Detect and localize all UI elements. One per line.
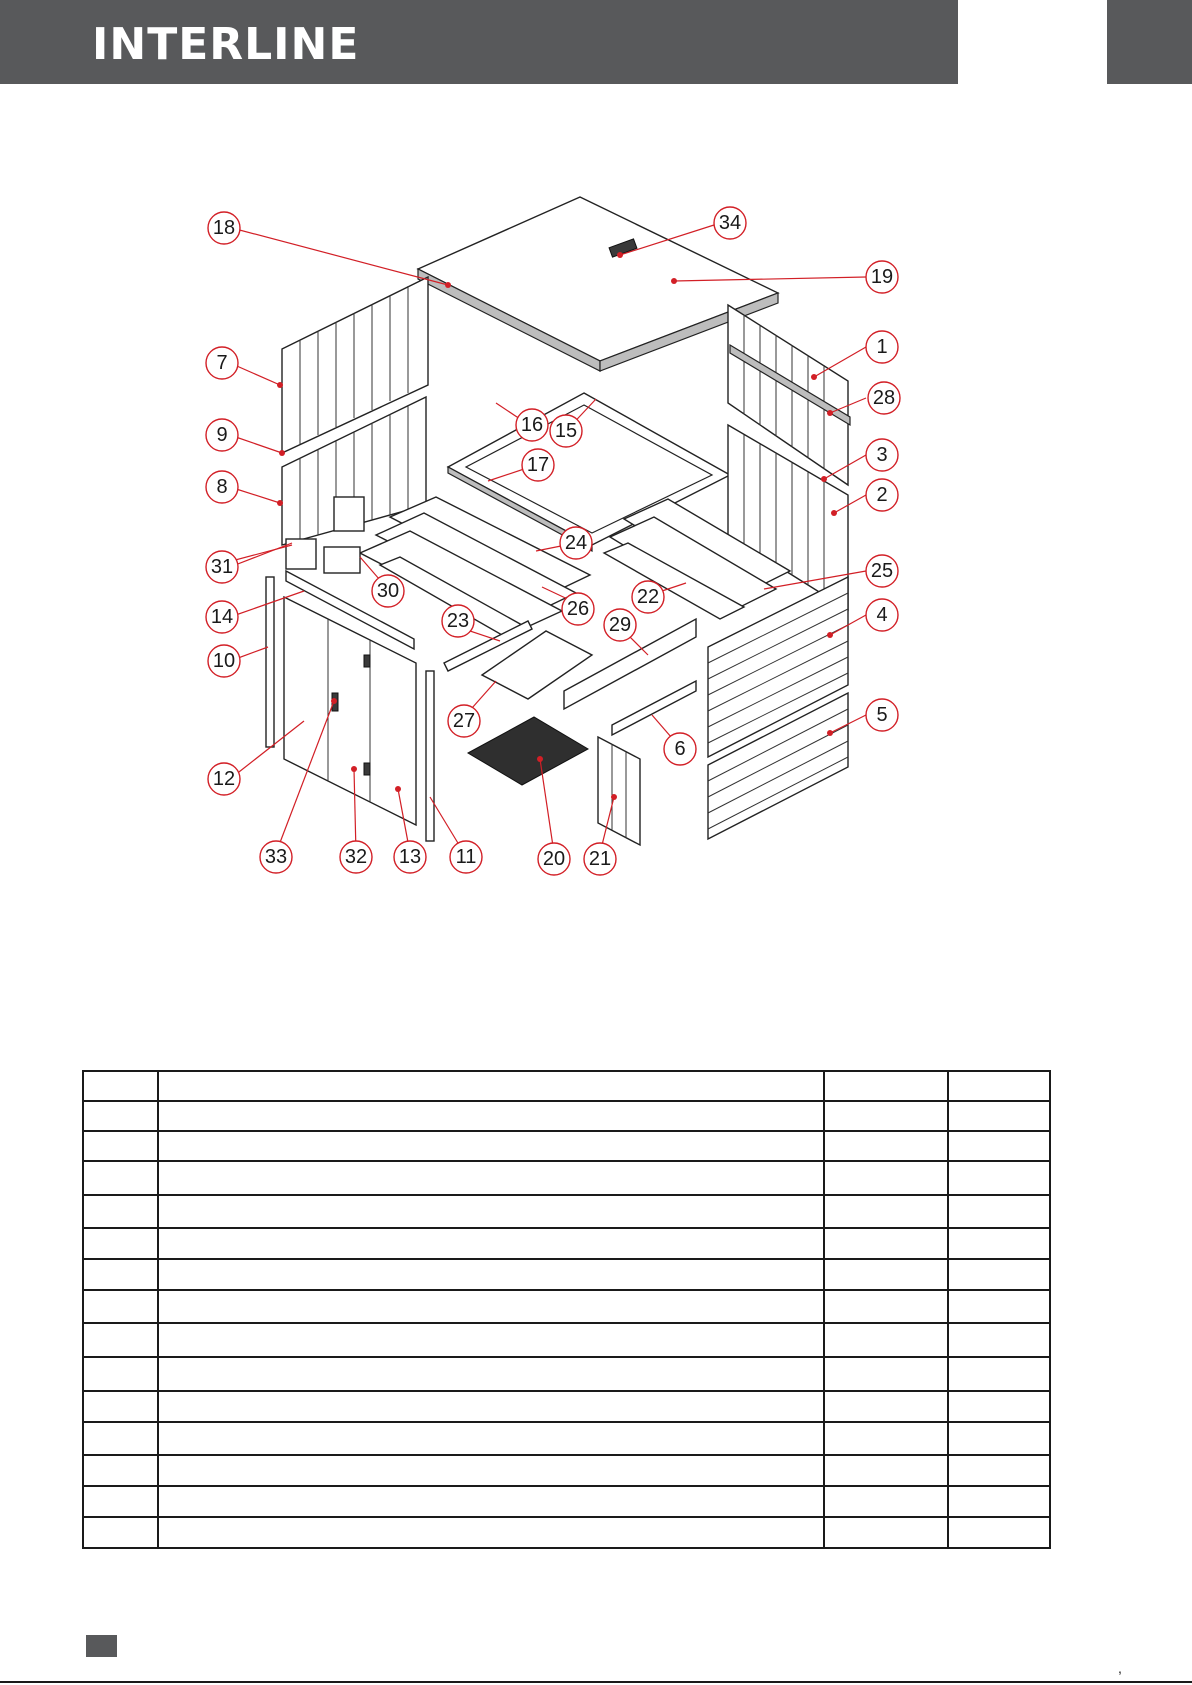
- svg-text:1: 1: [876, 336, 888, 358]
- page-marker: [86, 1635, 117, 1657]
- callout-34: [714, 207, 746, 239]
- interline-logo: [92, 14, 360, 76]
- callout-26: [562, 593, 594, 625]
- svg-text:24: 24: [564, 532, 588, 554]
- svg-text:10: 10: [212, 650, 236, 672]
- svg-text:15: 15: [554, 420, 578, 442]
- svg-text:20: 20: [542, 848, 566, 870]
- table-row: [83, 1357, 1050, 1391]
- callout-4: [866, 599, 898, 631]
- footer-tick: ,: [1118, 1660, 1122, 1676]
- callout-10: [208, 645, 240, 677]
- exploded-shed-diagram: [200, 185, 980, 945]
- right-door-jamb: [426, 671, 434, 841]
- callout-7: [206, 347, 238, 379]
- brand-name: INTERLINE: [92, 19, 360, 70]
- callout-29: [604, 609, 636, 641]
- callout-2: [866, 479, 898, 511]
- diagram-svg: [200, 185, 980, 945]
- svg-text:27: 27: [452, 710, 476, 732]
- svg-text:19: 19: [870, 266, 894, 288]
- table-row: [83, 1455, 1050, 1486]
- table-row: [83, 1228, 1050, 1259]
- svg-text:2: 2: [876, 484, 888, 506]
- svg-text:3: 3: [876, 444, 888, 466]
- callout-13: [394, 841, 426, 873]
- svg-text:8: 8: [216, 476, 228, 498]
- svg-text:17: 17: [526, 454, 550, 476]
- callout-30: [372, 575, 404, 607]
- callout-15: [550, 415, 582, 447]
- svg-text:26: 26: [566, 598, 590, 620]
- table-row: [83, 1101, 1050, 1131]
- svg-text:12: 12: [212, 768, 236, 790]
- callout-22: [632, 581, 664, 613]
- table-row: [83, 1517, 1050, 1548]
- svg-text:18: 18: [212, 217, 236, 239]
- svg-text:16: 16: [520, 414, 544, 436]
- table-row: [83, 1071, 1050, 1101]
- svg-text:13: 13: [398, 846, 422, 868]
- svg-text:29: 29: [608, 614, 632, 636]
- callout-3: [866, 439, 898, 471]
- table-row: [83, 1259, 1050, 1290]
- parts-table: [82, 1070, 1051, 1549]
- svg-text:23: 23: [446, 610, 470, 632]
- svg-text:14: 14: [210, 606, 234, 628]
- callout-21: [584, 843, 616, 875]
- svg-text:11: 11: [455, 846, 477, 868]
- callout-23: [442, 605, 474, 637]
- callout-12: [208, 763, 240, 795]
- callout-18: [208, 212, 240, 244]
- header-bar-right: [1107, 0, 1192, 84]
- floor-grid: [468, 717, 588, 785]
- svg-text:34: 34: [718, 212, 742, 234]
- svg-text:5: 5: [876, 704, 888, 726]
- svg-text:7: 7: [216, 352, 228, 374]
- callout-11: [450, 841, 482, 873]
- callout-31: [206, 551, 238, 583]
- svg-text:21: 21: [588, 848, 612, 870]
- footer-rule: [0, 1681, 1192, 1683]
- table-row: [83, 1290, 1050, 1323]
- callout-17: [522, 449, 554, 481]
- table-row: [83, 1422, 1050, 1455]
- callout-20: [538, 843, 570, 875]
- svg-text:28: 28: [872, 387, 896, 409]
- svg-text:25: 25: [870, 560, 894, 582]
- svg-text:33: 33: [264, 846, 288, 868]
- svg-text:30: 30: [376, 580, 400, 602]
- callout-33: [260, 841, 292, 873]
- callout-8: [206, 471, 238, 503]
- rail-6: [612, 681, 696, 735]
- table-row: [83, 1323, 1050, 1357]
- table-row: [83, 1161, 1050, 1195]
- table-row: [83, 1131, 1050, 1161]
- callout-27: [448, 705, 480, 737]
- svg-text:22: 22: [636, 586, 660, 608]
- svg-text:31: 31: [210, 556, 234, 578]
- callout-28: [868, 382, 900, 414]
- callout-14: [206, 601, 238, 633]
- callout-16: [516, 409, 548, 441]
- table-row: [83, 1391, 1050, 1422]
- callout-24: [560, 527, 592, 559]
- table-row: [83, 1486, 1050, 1517]
- callout-19: [866, 261, 898, 293]
- svg-text:6: 6: [674, 738, 686, 760]
- callout-32: [340, 841, 372, 873]
- svg-text:9: 9: [216, 424, 228, 446]
- callout-9: [206, 419, 238, 451]
- callout-25: [866, 555, 898, 587]
- callout-6: [664, 733, 696, 765]
- svg-text:32: 32: [344, 846, 368, 868]
- callout-1: [866, 331, 898, 363]
- side-panel-21: [598, 737, 640, 845]
- svg-text:4: 4: [876, 604, 888, 626]
- table-row: [83, 1195, 1050, 1228]
- callout-5: [866, 699, 898, 731]
